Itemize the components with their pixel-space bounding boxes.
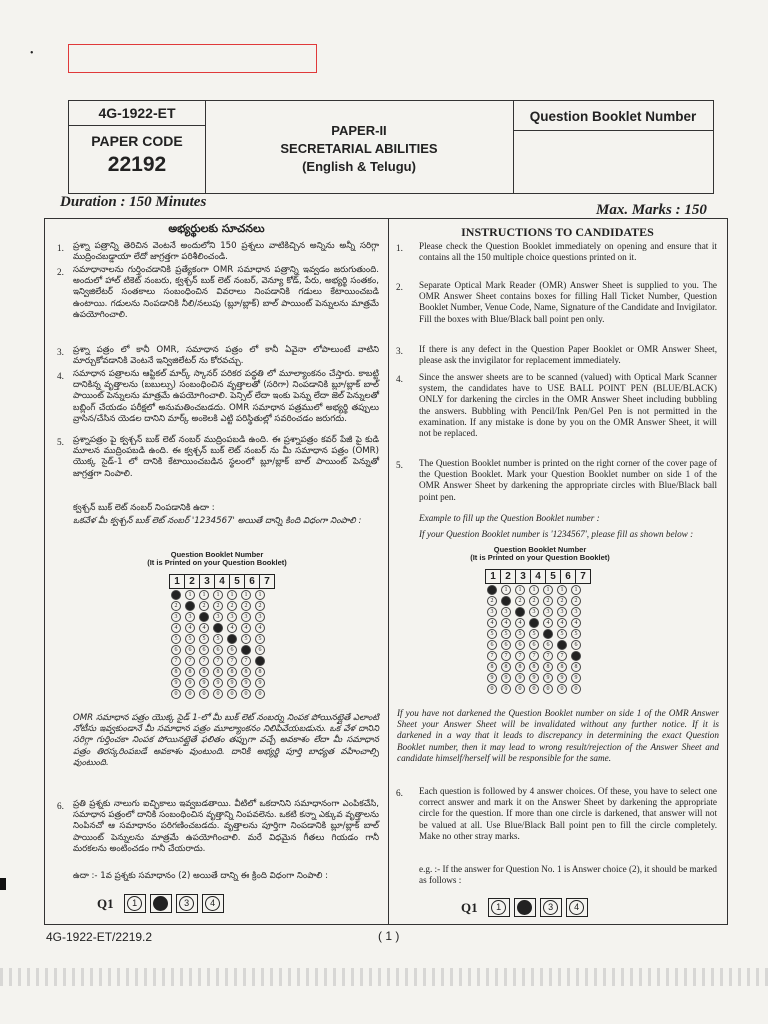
omr-bubble-row [485,595,591,606]
omr-bubble: 2 [255,601,265,611]
omr-bubble: 4 [487,618,497,628]
omr-caption-telugu [147,551,287,567]
omr-bubble: 7 [487,651,497,661]
omr-bubble: 3 [185,612,195,622]
english-example-head: Example to fill up the Question Booklet number : [419,513,600,523]
telugu-item-4: సమాధాన పత్రాలను ఆప్టికల్ మార్క్ స్కానర్ పరికర పద్ధతి లో మూల్యాంకనం చేస్తారు. కాబట్టి దానికిన్న వృత్తాలను (బబుల్సు) సంబంధించిన వృత్తాలతో (సరిగా) నింపడానికి బ్లూ/బ్లాక్ బాల్ పాయింట్ పెన్నులను మాత్రమే ఉపయోగించాలి. పెన్సిల్ లేదా ఇంకు పెన్ను లేదా జెల్ పెన్నులతో బబ్లింగ్ చేయడం పరీక్షలో అనుమతించబడదు. OMR సమాధాన పత్రములో అభ్యర్థి తప్పులు వ్రాసిన/చేసిన యెడల దానిని మార్క్ అంకెలకి ఎట్టి పరిస్థితుల్లో సవరించడం జరుగదు. [73,369,379,424]
omr-bubble: 0 [501,684,511,694]
scan-mark: • [30,48,34,59]
omr-bubble: 8 [501,662,511,672]
footer-code: 4G-1922-ET/2219.2 [46,930,153,944]
omr-bubble: 0 [185,689,195,699]
omr-bubble: 8 [213,667,223,677]
omr-bubble: 0 [487,684,497,694]
omr-bubble: 9 [543,673,553,683]
telugu-item-6: ప్రతి ప్రశ్నకు నాలుగు ఐచ్ఛికాలు ఇవ్వబడతాయి. వీటిలో ఒకదానిని సమాధానంగా ఎంపికచేసి, సమాధాన పత్రంలో దానికి సంబంధించిన వృత్తాన్ని నింపవలెను. ఒకటి కన్నా ఎక్కువ వృత్తాలను నింపినచో ఆ సమాధానం పరిగణించబడదు. వృత్తాలను పూర్తిగా నింపడానికి బ్లూ/బ్లాక్ బాల్ పాయింట్ పెన్నులను మాత్రమే ఉపయోగించాలి. మరే విధమైన గీతలు గియడం గానీ మరకలను అంటించడం గానీ చేయరాదు. [73,799,379,854]
omr-bubble: 1 [501,585,511,595]
telugu-item-1: ప్రశ్నా పత్రాన్ని తెరిచిన వెంటనే అందులోని 150 ప్రశ్నలు వాటికిచ్చిన అన్నిను అన్నీ సరిగ్గా ముద్రించబడ్డాయా లేదో జాగ్రత్తగా పరిశీలించండి. [73,241,379,263]
omr-bubble: 3 [171,612,181,622]
omr-bubble [213,623,223,633]
omr-bubble: 5 [529,629,539,639]
duration: Duration : 150 Minutes [60,194,207,210]
q1-example-telugu: Q1 1 2 3 4 [97,894,224,913]
english-item-4: Since the answer sheets are to be scanned (valued) with Optical Mark Scanner system, the candidates have to USE BALL POINT PEN (BLUE/BLACK) ONLY for darkening the circles in the OMR Answer Sheet including bubbling the answers. Bubbling with Pencil/Ink Pen/Gel Pen is not permitted in the examination. If any mistake is done by you on the OMR Answer Sheet, it will not be replaced. [419,372,717,439]
omr-bubble: 5 [213,634,223,644]
scan-noise [0,968,768,986]
omr-bubble: 8 [487,662,497,672]
omr-bubble: 6 [543,640,553,650]
max-marks: Max. Marks : 150 [596,202,707,218]
omr-bubble: 7 [515,651,525,661]
omr-bubble: 2 [487,596,497,606]
omr-bubble: 4 [171,623,181,633]
english-item-1: Please check the Question Booklet immediately on opening and ensure that it contains all the 150 multiple choice questions printed on it. [419,241,717,263]
english-item-5: The Question Booklet number is printed on the right corner of the cover page of the Question Booklet. Mark your Question Booklet number on side 1 of the OMR Answer Sheet by darkening the appropriate circles with Blue/Black ball point pen. [419,458,717,502]
omr-bubble: 6 [515,640,525,650]
omr-bubble: 9 [501,673,511,683]
omr-bubble-row [169,600,275,611]
omr-bubble: 5 [171,634,181,644]
omr-bubble: 4 [515,618,525,628]
omr-bubble: 8 [185,667,195,677]
omr-bubble: 5 [487,629,497,639]
omr-bubble-row [485,661,591,672]
telugu-example-text: ఒకవేళ మీ క్వశ్చన్ బుక్ లెట్ నంబర్ '1234567' అయితే దాన్ని కింది విధంగా నింపాలి : [73,516,362,526]
omr-bubble: 1 [241,590,251,600]
paper-title-cell [205,101,514,193]
omr-bubble: 6 [227,645,237,655]
omr-bubble: 7 [171,656,181,666]
omr-bubble: 0 [529,684,539,694]
q1-example-english: Q1 1 2 3 4 [461,898,588,917]
omr-bubble: 5 [515,629,525,639]
column-divider [388,219,389,924]
series-code: 4G-1922-ET [69,101,205,126]
omr-bubble-row [169,677,275,688]
omr-bubble [557,640,567,650]
omr-bubble [241,645,251,655]
omr-bubble: 9 [171,678,181,688]
english-item-2: Separate Optical Mark Reader (OMR) Answer Sheet is supplied to you. The OMR Answer Sheet contains boxes for filling Hall Ticket Number, Question Booklet Number, Venue Code, Name, Signature of the Candidate and Invigilator. Fill the boxes with Blue/Black ball point pen only. [419,280,717,324]
paper-code-label: PAPER CODE [91,133,183,149]
omr-bubble: 0 [199,689,209,699]
omr-bubble-row [169,622,275,633]
omr-bubble: 4 [501,618,511,628]
omr-bubble: 5 [255,634,265,644]
q1-label: Q1 [461,899,478,915]
omr-bubble: 4 [199,623,209,633]
omr-bubble: 4 [255,623,265,633]
omr-bubble: 3 [255,612,265,622]
omr-bubble: 9 [571,673,581,683]
omr-bubble: 6 [501,640,511,650]
omr-bubble: 2 [213,601,223,611]
omr-bubble: 9 [227,678,237,688]
omr-bubble-row [169,644,275,655]
english-item-6: Each question is followed by 4 answer choices. Of these, you have to select one correct answer and mark it on the Answer Sheet by darkening the appropriate circle for the question. If more than one circle is darkened, that answer will not be valued at all. Use Blue/Black Ball point pen to fill the circle completely. Make no other stray marks. [419,786,717,841]
omr-bubble: 2 [171,601,181,611]
omr-bubble: 4 [571,618,581,628]
omr-bubble: 3 [227,612,237,622]
omr-bubble: 2 [557,596,567,606]
omr-bubble: 0 [171,689,181,699]
omr-bubble: 1 [199,590,209,600]
omr-bubble: 0 [543,684,553,694]
omr-bubble: 5 [185,634,195,644]
omr-bubble [199,612,209,622]
omr-bubble: 9 [199,678,209,688]
omr-bubble-row [485,683,591,694]
omr-bubble: 7 [501,651,511,661]
omr-bubble: 8 [543,662,553,672]
q1-label: Q1 [97,895,114,911]
omr-bubble-row [169,589,275,600]
omr-bubble: 1 [255,590,265,600]
omr-bubble: 8 [171,667,181,677]
omr-bubble: 3 [487,607,497,617]
omr-bubble: 7 [241,656,251,666]
omr-bubble: 4 [543,618,553,628]
omr-bubble: 2 [199,601,209,611]
omr-bubble: 1 [227,590,237,600]
omr-caption-english [470,546,610,562]
omr-bubble: 6 [171,645,181,655]
omr-bubble: 8 [241,667,251,677]
omr-grid-telugu [169,574,275,699]
omr-bubble: 0 [255,689,265,699]
omr-bubble: 8 [227,667,237,677]
omr-bubble-row [485,639,591,650]
telugu-title: అభ్యర్థులకు సూచనలు [168,222,265,235]
omr-bubble: 0 [227,689,237,699]
omr-bubble: 0 [241,689,251,699]
omr-bubble: 2 [241,601,251,611]
english-example-text: If your Question Booklet number is '1234567', please fill as shown below : [419,529,694,539]
omr-bubble: 1 [571,585,581,595]
omr-bubble: 3 [543,607,553,617]
omr-bubble: 5 [557,629,567,639]
telugu-item-3: ప్రశ్నా పత్రం లో కానీ OMR, సమాధాన పత్రం లో కానీ ఏవైనా లోపాలుంటే వాటిని మార్చుకోవడానికి వెంటనే ఇన్విజిలేటర్ ను కోరవచ్చు. [73,345,379,367]
omr-digits: 1 2 3 4 5 6 7 [485,569,591,584]
telugu-omr-note: OMR సమాధాన పత్రం యొక్క సైడ్ 1-లో మీ బుక్ లెట్ నంబర్ను నింపక పోయినట్లైతే ఎలాంటి నోటీసు ఇవ్వకుండానే మీ సమాధాన పత్రం మూల్యాంకనం నిలిపివేయబడును. ఒక వేళ దానిని సరిగ్గా గుర్తించకా నింపక పోయినట్లైతే ఫలితం తప్పుగా వచ్చే అవకాశం లేదా మీ సమాధాన పత్రం తిరస్కరింపబడే అవకాశం వుంటుంది. దానికి అభ్యర్థి పూర్తి బాధ్యత వహించాల్సి వుంటుంది. [73,713,379,768]
omr-bubble: 6 [185,645,195,655]
omr-bubble: 6 [529,640,539,650]
omr-bubble: 3 [241,612,251,622]
omr-bubble [185,601,195,611]
omr-bubble: 7 [557,651,567,661]
paper-header [68,100,714,194]
omr-bubble: 3 [213,612,223,622]
instructions-box: అభ్యర్థులకు సూచనలు 1. ప్రశ్నా పత్రాన్ని తెరిచిన వెంటనే అందులోని 150 ప్రశ్నలు వాటికిచ్చిన అన్నిను అన్నీ సరిగ్గా ముద్రించబడ్డాయా లేదో జాగ్రత్తగా పరిశీలించండి. 2. సమాధానాలను గుర్తించడానికి ప్రత్యేకంగా OMR సమాధాన పత్రాన్ని ఇవ్వడం జరుగుతుంది. అందులో హాల్ టికెట్ నంబరు, క్వశ్చన్ బుక్ లెట్ నంబర్, వెన్యూ కోడ్, పేరు, అభ్యర్థి సంతకం, ఇన్విజిలేటర్ సంతకాలు సంబంధించిన వివరాలు నింపడానికి గడులు కేటాయించబడి ఉంటాయి. గడులను నింపడానికి నీలి/నలుపు (బ్లూ/బ్లాక్) బాల్ పాయింట్ పెన్నులను మాత్రమే ఉపయోగించాలి. 3. ప్రశ్నా పత్రం లో కానీ OMR, సమాధాన పత్రం లో కానీ ఏవైనా లోపాలుంటే వాటిని మార్చుకోవడానికి వెంటనే ఇన్విజిలేటర్ ను కోరవచ్చు. 4. సమాధాన పత్రాలను ఆప్టికల్ మార్క్ స్కానర్ పరికర పద్ధతి లో మూల్యాంకనం చేస్తారు. కాబట్టి దానికిన్న వృత్తాలను (బబుల్సు) సంబంధించిన వృత్తాలతో (సరిగా) నింపడానికి బ్లూ/బ్లాక్ బాల్ పాయింట్ పెన్నులను మాత్రమే ఉపయోగించాలి. పెన్సిల్ లేదా ఇంకు పెన్ను లేదా జెల్ పెన్నులతో బబ్లింగ్ చేయడం పరీక్షలో అనుమతించబడదు. OMR సమాధాన పత్రములో అభ్యర్థి తప్పులు వ్రాసిన/చేసిన యెడల దానిని మార్క్ అంకెలకి ఎట్టి పరిస్థితుల్లో సవరించడం జరుగదు. 5. ప్రశ్నాపత్రం పై క్వశ్చన్ బుక్ లెట్ నంబర్ ముద్రింపబడి ఉంది. ఈ ప్రశ్నాపత్రం కవర్ పేజీ పై కుడి మూలన ముద్రింపబడి ఉంది. ఈ క్వశ్చన్ బుక్ లెట్ నంబర్ ను మీ సమాధాన పత్రం (OMR) యొక్క సైడ్-1 లో దానికి కేటాయించబడిన స్థలంలో బ్లూ/బ్లాక్ బాల్ పాయింట్ పెన్నుతో జాగ్రత్తగా నింపాలి. క్వశ్చన్ బుక్ లెట్ నంబర్ నింపడానికి ఉదా : ఒకవేళ మీ క్వశ్చన్ బుక్ లెట్ నంబర్ '1234567' అయితే దాన్ని కింది విధంగా నింపాలి : Question Booklet Number (It is Printed on your Question Booklet) 1 2 3 4 5 6 7 1 1 1 1 1 1 2 2 2 2 2 2 3 3 3 3 3 3 4 4 4 4 4 4 5 5 5 5 5 5 6 6 6 6 6 6 7 7 7 7 7 7 8 8 8 8 8 8 8 9 9 9 9 9 9 9 0 0 0 0 0 0 0 OMR సమాధాన పత్రం యొక్క సైడ్ 1-లో మీ బుక్ లెట్ నంబర్ను నింపక పోయినట్లైతే ఎలాంటి నోటీసు ఇవ్వకుండానే మీ సమాధాన పత్రం మూల్యాంకనం నిలిపివేయబడును. ఒక వేళ దానిని సరిగ్గా గుర్తించకా నింపక పోయినట్లైతే ఫలితం తప్పుగా వచ్చే అవకాశం లేదా మీ సమాధాన పత్రం తిరస్కరింపబడే అవకాశం వుంటుంది. దానికి అభ్యర్థి పూర్తి బాధ్యత వహించాల్సి వుంటుంది. 6. ప్రతి ప్రశ్నకు నాలుగు ఐచ్ఛికాలు ఇవ్వబడతాయి. వీటిలో ఒకదానిని సమాధానంగా ఎంపికచేసి, సమాధాన పత్రంలో దానికి సంబంధించిన వృత్తాన్ని నింపవలెను. ఒకటి కన్నా ఎక్కువ వృత్తాలను నింపినచో ఆ సమాధానం పరిగణించబడదు. వృత్తాలను పూర్తిగా నింపడానికి బ్లూ/బ్లాక్ బాల్ పాయింట్ పెన్నులను మాత్రమే ఉపయోగించాలి. మరే విధమైన గీతలు గియడం గానీ మరకలను అంటించడం గానీ చేయరాదు. ఉదా :- 1వ ప్రశ్నకు సమాధానం (2) అయితే దాన్ని ఈ క్రింది విధంగా నింపాలి : Q1 1 2 3 4 INSTRUCTIONS TO CANDIDATES 1. Please check the Question Booklet immediately on opening and ensure that it contains all the 150 multiple choice questions printed on it. 2. Separate Optical Mark Reader (OMR) Answer Sheet is supplied to you. The OMR Answer Sheet contains boxes for filling Hall Ticket Number, Question Booklet Number, Venue Code, Name, Signature of the Candidate and Invigilator. Fill the boxes with Blue/Black ball point pen only. 3. If there is any defect in the Question Paper Booklet or OMR Answer Sheet, please ask the invigilator for replacement immediately. 4. Since the answer sheets are to be scanned (valued) with Optical Mark Scanner system, the candidates have to USE BALL POINT PEN (BLUE/BLACK) ONLY for darkening the circles in the OMR Answer Sheet including bubbling the answers. Bubbling with Pencil/Ink Pen/Gel Pen is not permitted in the examination. If any mistake is done by you on the OMR Answer Sheet, it will not be replaced. 5. The Question Booklet number is printed on the right corner of the cover page of the Question Booklet. Mark your Question Booklet number on side 1 of the OMR Answer Sheet by darkening the appropriate circles with Blue/Black ball point pen. Example to fill up the Question Booklet number : If your Question Booklet number is '1234567', please fill as shown below : Question Booklet Number (It is Printed on your Question Booklet) 1 2 3 4 5 6 7 1 1 1 1 1 1 2 2 2 2 2 2 3 3 3 3 3 3 4 4 4 4 4 4 5 5 5 5 5 5 6 6 6 6 6 6 7 7 7 7 7 7 8 8 8 8 8 8 8 9 9 9 9 9 9 9 0 0 0 0 0 0 0 If you have not darkened the Question Booklet number on side 1 of the OMR Answer Sheet your Answer Sheet will be invalidated without any further notice. If it is darkened in a way that it leads to discrepancy in determining the exact Question Booklet number, then it may lead to wrong result/rejection of the Answer Sheet and candidate himself/herself will be responsible for the same. 6. Each question is followed by 4 answer choices. Of these, you have to select one correct answer and mark it on the Answer Sheet by darkening the appropriate circle for the question. If more than one circle is darkened, that answer will not be valued at all. Use Blue/Black Ball point pen to fill the circle completely. Make no other stray marks. e.g. :- If the answer for Question No. 1 is Answer choice (2), it should be marked as follows : Q1 1 2 3 4 [44,218,728,925]
omr-bubble [515,607,525,617]
english-title: INSTRUCTIONS TO CANDIDATES [461,225,654,239]
omr-caption-sub: (It is Printed on your Question Booklet) [470,553,610,562]
omr-bubble-row [169,688,275,699]
omr-bubble: 8 [529,662,539,672]
omr-bubble: 0 [213,689,223,699]
telugu-item-2: సమాధానాలను గుర్తించడానికి ప్రత్యేకంగా OMR సమాధాన పత్రాన్ని ఇవ్వడం జరుగుతుంది. అందులో హాల్ టికెట్ నంబరు, క్వశ్చన్ బుక్ లెట్ నంబర్, వెన్యూ కోడ్, పేరు, అభ్యర్థి సంతకం, ఇన్విజిలేటర్ సంతకాలు సంబంధించిన వివరాలు నింపడానికి గడులు కేటాయించబడి ఉంటాయి. గడులను నింపడానికి నీలి/నలుపు (బ్లూ/బ్లాక్) బాల్ పాయింట్ పెన్నులను మాత్రమే ఉపయోగించాలి. [73,265,379,320]
omr-bubble [571,651,581,661]
omr-bubble: 9 [255,678,265,688]
page-number: ( 1 ) [378,929,400,943]
omr-bubble [255,656,265,666]
omr-bubble [171,590,181,600]
english-item-3: If there is any defect in the Question Paper Booklet or OMR Answer Sheet, please ask the invigilator for replacement immediately. [419,344,717,366]
omr-bubble: 1 [185,590,195,600]
omr-bubble: 5 [571,629,581,639]
qbn-label: Question Booklet Number [529,109,697,124]
omr-bubble: 4 [185,623,195,633]
omr-bubbles [485,584,591,694]
omr-bubble: 1 [213,590,223,600]
omr-bubble-row [169,611,275,622]
scan-edge-mark [0,878,6,890]
omr-bubble-row [485,672,591,683]
omr-bubble: 3 [571,607,581,617]
redaction-box [68,44,317,73]
omr-bubble: 7 [543,651,553,661]
paper-languages: (English & Telugu) [302,159,416,174]
omr-bubble [501,596,511,606]
omr-bubble: 7 [529,651,539,661]
omr-bubble-row [169,655,275,666]
omr-bubble: 9 [487,673,497,683]
omr-bubble: 6 [487,640,497,650]
omr-bubble: 5 [199,634,209,644]
omr-digits: 1 2 3 4 5 6 7 [169,574,275,589]
telugu-item-5: ప్రశ్నాపత్రం పై క్వశ్చన్ బుక్ లెట్ నంబర్ ముద్రింపబడి ఉంది. ఈ ప్రశ్నాపత్రం కవర్ పేజీ పై కుడి మూలన ముద్రింపబడి ఉంది. ఈ క్వశ్చన్ బుక్ లెట్ నంబర్ ను మీ సమాధాన పత్రం (OMR) యొక్క సైడ్-1 లో దానికి కేటాయించబడిన స్థలంలో బ్లూ/బ్లాక్ బాల్ పాయింట్ పెన్నుతో జాగ్రత్తగా నింపాలి. [73,435,379,479]
omr-bubble: 5 [501,629,511,639]
omr-bubble: 9 [557,673,567,683]
omr-bubble: 9 [213,678,223,688]
telugu-item-6-eg: ఉదా :- 1వ ప్రశ్నకు సమాధానం (2) అయితే దాన్ని ఈ క్రింది విధంగా నింపాలి : [73,871,329,881]
omr-caption-title: Question Booklet Number [493,545,587,554]
omr-bubbles [169,589,275,699]
omr-bubble: 0 [557,684,567,694]
omr-bubble-row [485,606,591,617]
omr-bubble: 1 [543,585,553,595]
omr-bubble: 8 [199,667,209,677]
qbn-cell [513,101,713,193]
paper-subject: SECRETARIAL ABILITIES [280,141,438,156]
omr-bubble: 4 [241,623,251,633]
english-warning: If you have not darkened the Question Booklet number on side 1 of the OMR Answer Sheet your Answer Sheet will be invalidated without any further notice. If it is darkened in a way that it leads to discrepancy in determining the exact Question Booklet number, then it may lead to wrong result/rejection of the Answer Sheet and candidate himself/herself will be responsible for the same. [397,708,719,763]
omr-bubble-row [485,617,591,628]
omr-bubble: 1 [529,585,539,595]
omr-caption-sub: (It is Printed on your Question Booklet) [147,558,287,567]
english-item-6-eg: e.g. :- If the answer for Question No. 1 is Answer choice (2), it should be marked as follows : [419,864,718,886]
omr-bubble: 8 [515,662,525,672]
omr-bubble-row [485,628,591,639]
omr-bubble: 6 [571,640,581,650]
omr-bubble [487,585,497,595]
omr-bubble-row [485,584,591,595]
omr-bubble: 2 [529,596,539,606]
omr-bubble: 8 [571,662,581,672]
omr-bubble: 7 [199,656,209,666]
omr-bubble: 0 [515,684,525,694]
omr-bubble: 9 [241,678,251,688]
paper-code-cell [69,101,206,193]
omr-bubble: 4 [557,618,567,628]
omr-bubble: 1 [557,585,567,595]
omr-bubble: 8 [255,667,265,677]
omr-bubble: 5 [241,634,251,644]
omr-bubble: 9 [185,678,195,688]
omr-bubble [543,629,553,639]
omr-bubble: 7 [227,656,237,666]
omr-bubble: 2 [227,601,237,611]
omr-grid-english [485,569,591,694]
omr-bubble: 2 [571,596,581,606]
omr-bubble [227,634,237,644]
omr-bubble-row [169,666,275,677]
paper-code: 22192 [107,153,167,176]
omr-bubble: 3 [529,607,539,617]
omr-bubble-row [485,650,591,661]
omr-bubble: 3 [501,607,511,617]
omr-bubble: 0 [571,684,581,694]
omr-bubble: 2 [543,596,553,606]
omr-bubble: 6 [199,645,209,655]
omr-bubble: 6 [255,645,265,655]
omr-bubble: 6 [213,645,223,655]
omr-bubble: 4 [227,623,237,633]
omr-bubble: 7 [213,656,223,666]
omr-bubble: 9 [529,673,539,683]
omr-bubble: 8 [557,662,567,672]
omr-bubble-row [169,633,275,644]
omr-bubble: 7 [185,656,195,666]
qbn-divider [513,130,713,131]
omr-bubble: 1 [515,585,525,595]
omr-bubble: 3 [557,607,567,617]
telugu-example-head: క్వశ్చన్ బుక్ లెట్ నంబర్ నింపడానికి ఉదా : [73,503,215,513]
omr-caption-title: Question Booklet Number [170,550,264,559]
omr-bubble [529,618,539,628]
omr-bubble: 2 [515,596,525,606]
omr-bubble: 9 [515,673,525,683]
paper-number: PAPER-II [331,123,387,138]
